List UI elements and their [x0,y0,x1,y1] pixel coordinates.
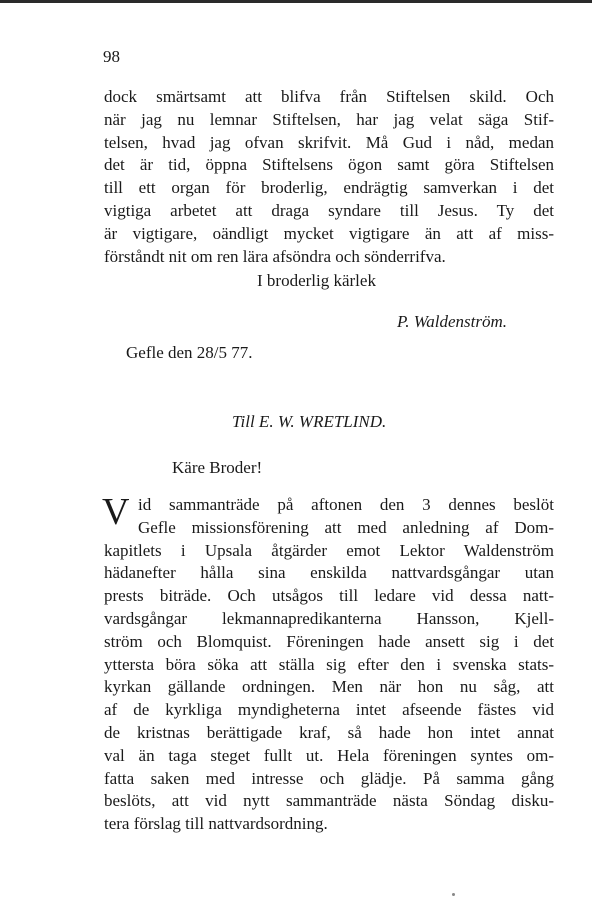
text-line: när jag nu lemnar Stiftelsen, har jag velat säga Stif- [104,109,554,129]
text-line: vigtiga arbetet att draga syndare till Jesus. Ty det [104,200,554,220]
text-line: till ett organ för broderlig, endrägtig samverkan i det [104,178,554,198]
text-line: det är tid, öppna Stiftelsens ögon samt göra Stiftelsen [104,155,554,175]
text-line: af de kyrkliga myndigheterna intet afseende fästes vid [104,700,554,720]
text-line: prests biträde. Och utsågos till ledare vid dessa natt- [104,586,554,606]
closing-phrase: I broderlig kärlek [257,271,376,290]
top-rule [0,0,592,3]
speck-mark [452,893,455,896]
text-line: förståndt nit om ren lära afsöndra och sönderrifva. [104,246,446,266]
drop-cap: V [102,491,130,533]
salutation: Käre Broder! [172,458,263,477]
text-line: ström och Blomquist. Föreningen hade ansett sig i det [104,631,554,651]
text-line: beslöts, att vid nytt sammanträde nästa Söndag disku- [104,791,554,811]
text-line: är vigtigare, oändligt mycket vigtigare än att af miss- [104,223,554,243]
text-line: dock smärtsamt att blifva från Stiftelsen skild. Och [104,87,554,106]
text-line: kyrkan gällande ordningen. Men när hon nu såg, att [104,677,554,697]
signature: P. Waldenström. [397,312,508,331]
text-line: yttersta böra söka att ställa sig efter den i svenska stats- [104,654,554,674]
text-line: id sammanträde på aftonen den 3 dennes beslöt [138,495,554,514]
text-line: Gefle missionsförening att med anledning af Dom- [138,517,554,537]
text-line: kapitlets i Upsala åtgärder emot Lektor Waldenström [104,540,554,560]
letter-heading: Till E. W. WRETLIND. [232,412,387,431]
text-line: fatta saken med intresse och glädje. På samma gång [104,768,554,788]
page-number: 98 [103,47,120,66]
text-line: telsen, hvad jag ofvan skrifvit. Må Gud i nåd, medan [104,132,554,152]
dateline: Gefle den 28/5 77. [126,343,253,362]
text-line: val än taga steget fullt ut. Hela föreningen syntes om- [104,745,554,765]
text-line: de kristnas berättigade kraf, så hade hon intet annat [104,722,554,742]
text-line: vardsgångar lekmannapredikanterna Hansson, Kjell- [104,608,554,628]
text-line: tera förslag till nattvardsordning. [104,814,328,834]
paragraph-1 [104,86,554,268]
text-line: hädanefter hålla sina enskilda nattvardsgångar utan [104,563,554,583]
paragraph-2 [102,491,554,836]
